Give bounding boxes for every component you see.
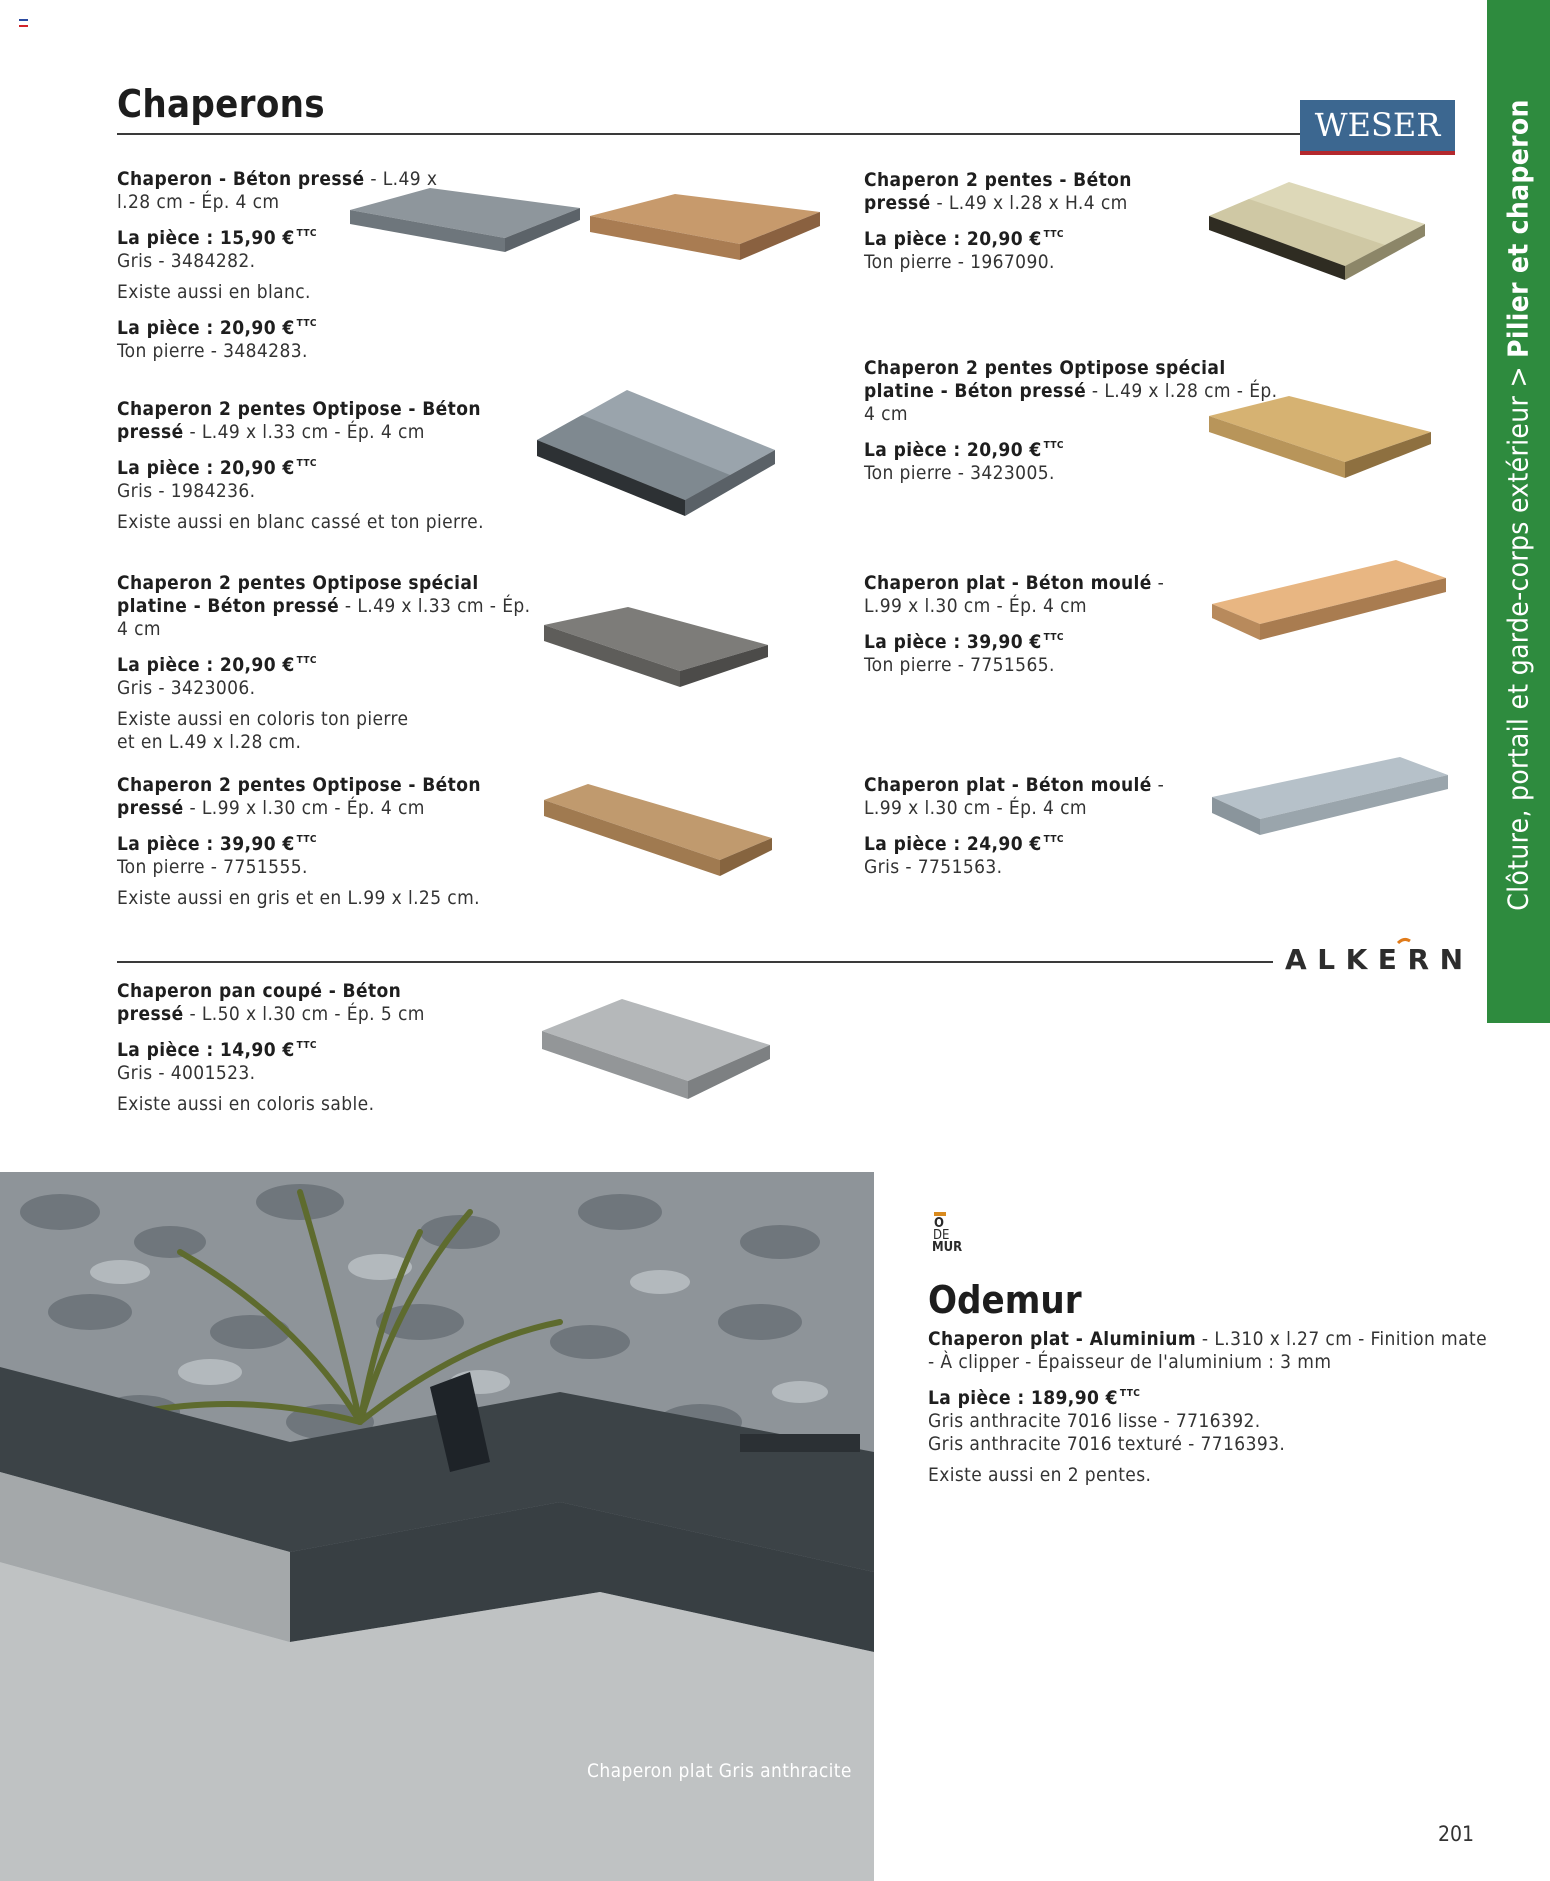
product-price: La pièce : 39,90 € bbox=[117, 833, 295, 855]
product-note: Existe aussi en blanc. bbox=[117, 281, 311, 303]
photo-caption: Chaperon plat Gris anthracite bbox=[587, 1760, 852, 1782]
odemur-title: Odemur bbox=[928, 1278, 1082, 1322]
alkern-logo-text: ALKERN bbox=[1285, 943, 1465, 975]
product-dims: - L.310 x l.27 cm - Finition mate - À clipper - Épaisseur de l'aluminium : 3 mm bbox=[928, 1328, 1487, 1373]
product-reference: Gris anthracite 7016 lisse - 7716392. bbox=[928, 1410, 1261, 1432]
product-reference: Ton pierre - 3423005. bbox=[864, 462, 1055, 484]
product-price: La pièce : 20,90 € bbox=[117, 654, 295, 676]
ttc-label: TTC bbox=[1043, 440, 1064, 451]
ttc-label: TTC bbox=[296, 458, 317, 469]
product-title: Chaperon plat - Béton moulé bbox=[864, 774, 1152, 796]
ttc-label: TTC bbox=[1043, 229, 1064, 240]
product-chaperon-2-pentes bbox=[864, 169, 1204, 274]
product-dims: - L.49 x l.33 cm - Ép. 4 cm bbox=[183, 421, 425, 443]
product-image-plat-gris bbox=[1210, 755, 1450, 850]
ttc-label: TTC bbox=[296, 834, 317, 845]
ttc-label: TTC bbox=[296, 228, 317, 239]
section-divider bbox=[117, 961, 1273, 963]
ttc-label: TTC bbox=[296, 318, 317, 329]
product-title: Chaperon plat - Béton moulé bbox=[864, 572, 1152, 594]
breadcrumb-current: Pilier et chaperon bbox=[1501, 99, 1535, 358]
product-image-optipose-gris bbox=[535, 388, 780, 528]
product-dims: - L.99 x l.30 cm - Ép. 4 cm bbox=[864, 572, 1165, 617]
product-note: Existe aussi en 2 pentes. bbox=[928, 1464, 1152, 1486]
ttc-label: TTC bbox=[296, 1040, 317, 1051]
product-dims: - L.99 x l.30 cm - Ép. 4 cm bbox=[864, 774, 1165, 819]
product-dims: - L.49 x l.28 x H.4 cm bbox=[930, 192, 1128, 214]
page-title: Chaperons bbox=[117, 82, 325, 126]
product-reference: Gris - 4001523. bbox=[117, 1062, 256, 1084]
product-title: Chaperon 2 pentes Optipose - Béton pressé bbox=[117, 398, 481, 443]
product-title: Chaperon plat - Aluminium bbox=[928, 1328, 1197, 1350]
product-note: Existe aussi en blanc cassé et ton pierre. bbox=[117, 511, 484, 533]
product-chaperon-2-pentes-optipose-99 bbox=[117, 774, 537, 910]
product-price: La pièce : 189,90 € bbox=[928, 1387, 1118, 1409]
product-chaperon-plat-ton-pierre bbox=[864, 572, 1204, 677]
product-reference: Gris - 3423006. bbox=[117, 677, 256, 699]
weser-logo bbox=[1300, 100, 1455, 155]
language-flag-icon bbox=[19, 19, 28, 26]
product-price: La pièce : 39,90 € bbox=[864, 631, 1042, 653]
product-price: La pièce : 20,90 € bbox=[864, 228, 1042, 250]
product-reference: Ton pierre - 7751555. bbox=[117, 856, 308, 878]
odemur-logo-line: DE bbox=[933, 1228, 950, 1243]
product-price: La pièce : 20,90 € bbox=[117, 317, 295, 339]
product-note: Existe aussi en coloris ton pierre et en L.49 x l.28 cm. bbox=[117, 708, 409, 753]
product-reference: Ton pierre - 7751565. bbox=[864, 654, 1055, 676]
product-reference: Gris - 3484282. bbox=[117, 250, 256, 272]
page-number: 201 bbox=[1438, 1822, 1475, 1846]
product-dims: - L.99 x l.30 cm - Ép. 4 cm bbox=[183, 797, 425, 819]
product-image-plat-ton-pierre bbox=[1210, 556, 1450, 651]
product-chaperon-2-pentes-optipose bbox=[117, 398, 537, 534]
product-price: La pièce : 15,90 € bbox=[117, 227, 295, 249]
weser-logo-text: WESER bbox=[1314, 106, 1441, 144]
product-reference: Ton pierre - 1967090. bbox=[864, 251, 1055, 273]
product-dims: - L.50 x l.30 cm - Ép. 5 cm bbox=[183, 1003, 425, 1025]
product-odemur-chaperon-plat-aluminium bbox=[928, 1328, 1488, 1487]
product-image-2-pentes-platine-ton-pierre bbox=[1205, 392, 1435, 502]
odemur-logo bbox=[930, 1212, 970, 1262]
product-price: La pièce : 14,90 € bbox=[117, 1039, 295, 1061]
product-image-pan-coupe-gris bbox=[538, 995, 773, 1115]
ttc-label: TTC bbox=[1119, 1388, 1141, 1399]
alkern-logo bbox=[1285, 935, 1470, 975]
title-divider bbox=[117, 133, 1314, 135]
section-side-tab bbox=[1487, 0, 1550, 1023]
odemur-logo-line: MUR bbox=[932, 1240, 963, 1255]
breadcrumb-prefix: Clôture, portail et garde-corps extérieur > bbox=[1501, 357, 1535, 911]
product-image-optipose-99-ton-pierre bbox=[540, 780, 775, 895]
ttc-label: TTC bbox=[296, 655, 317, 666]
product-chaperon-plat-gris bbox=[864, 774, 1204, 879]
product-reference: Gris - 7751563. bbox=[864, 856, 1003, 878]
product-chaperon-optipose-platine bbox=[117, 572, 537, 754]
product-title: Chaperon 2 pentes Optipose - Béton pressé bbox=[117, 774, 481, 819]
product-reference: Gris - 1984236. bbox=[117, 480, 256, 502]
ttc-label: TTC bbox=[1043, 834, 1064, 845]
product-note: Existe aussi en coloris sable. bbox=[117, 1093, 375, 1115]
product-title: Chaperon 2 pentes Optipose spécial platine - Béton pressé bbox=[864, 357, 1226, 402]
product-dims: - L.49 x l.33 cm - Ép. 4 cm bbox=[117, 595, 531, 640]
product-image-2-pentes-ton-pierre bbox=[1205, 180, 1430, 305]
product-title: Chaperon 2 pentes Optipose spécial platine - Béton pressé bbox=[117, 572, 479, 617]
ttc-label: TTC bbox=[1043, 632, 1064, 643]
product-reference: Gris anthracite 7016 texturé - 7716393. bbox=[928, 1433, 1286, 1455]
product-image-chaperon-gris-ton-pierre bbox=[345, 180, 825, 290]
section-breadcrumb bbox=[1502, 99, 1535, 910]
product-dims: - L.49 x l.28 cm - Ép. 4 cm bbox=[864, 380, 1278, 425]
product-title: Chaperon - Béton pressé bbox=[117, 168, 365, 190]
product-reference: Ton pierre - 3484283. bbox=[117, 340, 308, 362]
product-chaperon-pan-coupe bbox=[117, 980, 447, 1116]
product-title: Chaperon pan coupé - Béton pressé bbox=[117, 980, 402, 1025]
odemur-logo-line: O bbox=[934, 1216, 944, 1231]
product-price: La pièce : 20,90 € bbox=[117, 457, 295, 479]
product-note: Existe aussi en gris et en L.99 x l.25 cm. bbox=[117, 887, 480, 909]
product-title: Chaperon 2 pentes - Béton pressé bbox=[864, 169, 1132, 214]
product-price: La pièce : 20,90 € bbox=[864, 439, 1042, 461]
product-dims: - L.49 x l.28 cm - Ép. 4 cm bbox=[117, 168, 438, 213]
product-image-optipose-platine-gris bbox=[540, 605, 775, 710]
product-price: La pièce : 24,90 € bbox=[864, 833, 1042, 855]
